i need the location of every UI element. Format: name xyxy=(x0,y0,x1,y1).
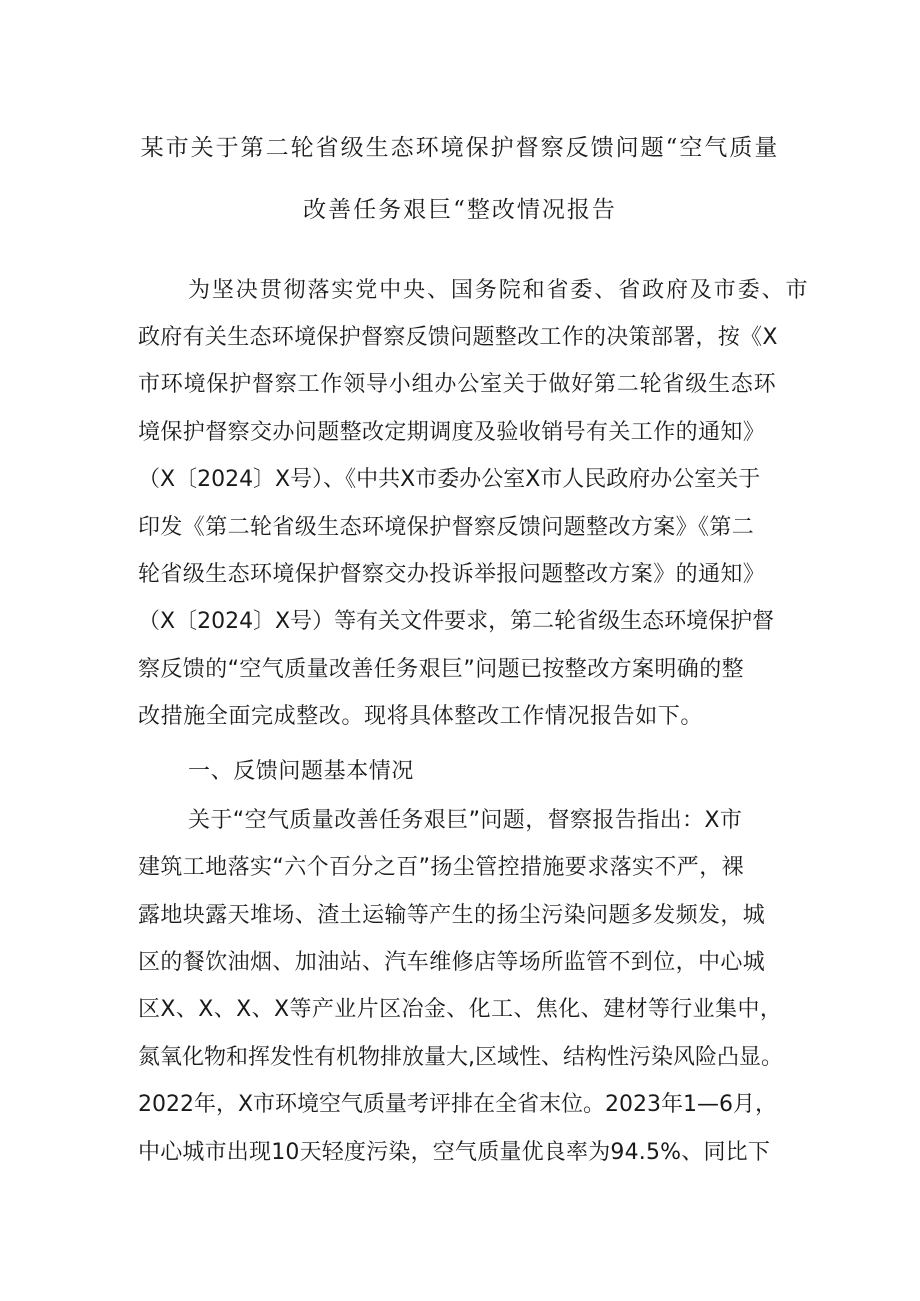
document-title-line-1: 某市关于第二轮省级生态环境保护督察反馈问题“空气质量 xyxy=(140,135,780,161)
paragraph-1-line-4: 境保护督察交办问题整改定期调度及验收销号有关工作的通知》 xyxy=(138,420,766,445)
paragraph-2-line-5: 区X、X、X、X等产业片区冶金、化工、焦化、建材等行业集中， xyxy=(138,997,783,1022)
paragraph-2-line-7: 2022年，X市环境空气质量考评排在全省末位。2023年1—6月， xyxy=(138,1092,778,1117)
paragraph-2-line-4: 区的餐饮油烟、加油站、汽车维修店等场所监管不到位，中心城 xyxy=(138,950,766,975)
paragraph-2-line-1: 关于“空气质量改善任务艰巨”问题，督察报告指出：X市 xyxy=(188,808,743,833)
paragraph-1-line-10: 改措施全面完成整改。现将具体整改工作情况报告如下。 xyxy=(138,704,704,729)
document-title-line-2: 改善任务艰巨“整改情况报告 xyxy=(303,197,617,223)
paragraph-2-line-3: 露地块露天堆场、渣土运输等产生的扬尘污染问题多发频发，城 xyxy=(138,903,766,928)
paragraph-1-line-5: （X〔2024〕X号）、《中共X市委办公室X市人民政府办公室关于 xyxy=(138,467,761,492)
paragraph-2-line-8: 中心城市出现10天轻度污染，空气质量优良率为94.5%、同比下 xyxy=(138,1140,771,1165)
paragraph-2-line-2: 建筑工地落实“六个百分之百”扬尘管控措施要求落实不严，裸 xyxy=(138,855,744,880)
paragraph-1-line-7: 轮省级生态环境保护督察交办投诉举报问题整改方案》的通知》 xyxy=(138,562,766,587)
paragraph-1-line-6: 印发《第二轮省级生态环境保护督察反馈问题整改方案》《第二 xyxy=(138,515,755,540)
paragraph-1-line-1: 为坚决贯彻落实党中央、国务院和省委、省政府及市委、市 xyxy=(188,278,810,303)
paragraph-1-line-9: 察反馈的“空气质量改善任务艰巨”问题已按整改方案明确的整 xyxy=(138,657,744,682)
paragraph-1-line-3: 市环境保护督察工作领导小组办公室关于做好第二轮省级生态环 xyxy=(138,372,777,397)
paragraph-2-line-6: 氮氧化物和挥发性有机物排放量大,区域性、结构性污染风险凸显。 xyxy=(138,1045,783,1070)
paragraph-1-line-2: 政府有关生态环境保护督察反馈问题整改工作的决策部署，按《X xyxy=(138,325,778,350)
section-heading: 一、反馈问题基本情况 xyxy=(188,759,415,784)
paragraph-1-line-8: （X〔2024〕X号）等有关文件要求，第二轮省级生态环境保护督 xyxy=(138,609,775,634)
